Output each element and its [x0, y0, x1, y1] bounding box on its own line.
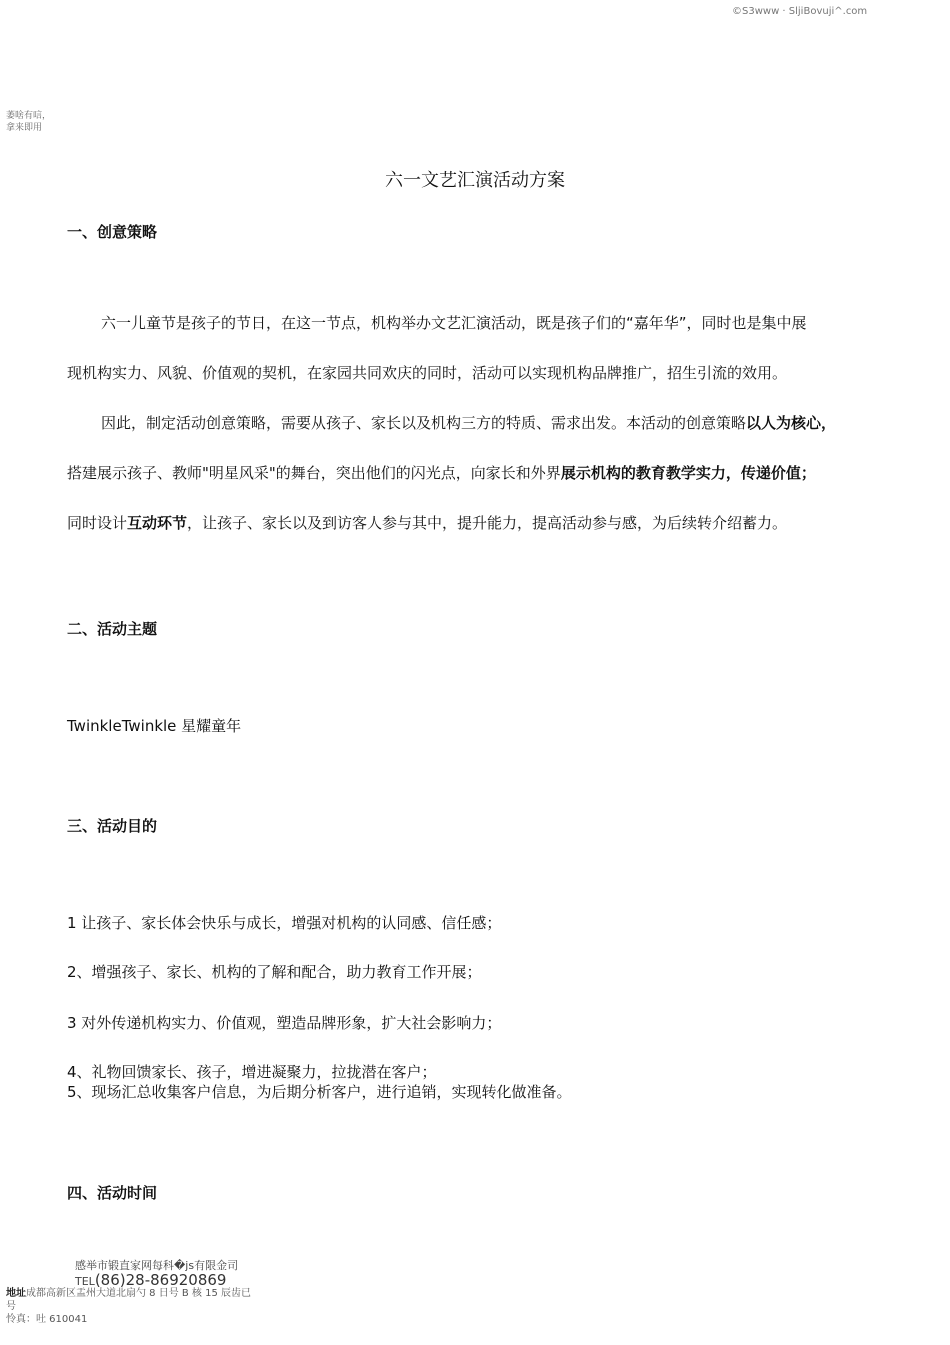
footer-address-continued: 号 [6, 1301, 16, 1312]
section-heading-time: 四、活动时间 [67, 1184, 158, 1202]
creative-paragraph-1-line-1: 六一儿童节是孩子的节日，在这一节点，机构举办文艺汇演活动，既是孩子们的“嘉年华”，同时也是集中展 [101, 314, 807, 332]
section-heading-theme: 二、活动主题 [67, 620, 158, 638]
creative-paragraph-2-line-1 [101, 412, 836, 433]
text-run: 因此，制定活动创意策略，需要从孩子、家长以及机构三方的特质、需求出发。本活动的创意策略 [101, 414, 747, 432]
section-heading-creative: 一、创意策略 [67, 223, 158, 241]
text-run: 搭建展示孩子、教师"明星风采"的舞台，突出他们的闪光点，向家长和外界 [67, 464, 561, 482]
creative-paragraph-2-line-2 [67, 462, 816, 483]
goal-item-3: 3 对外传递机构实力、价值观，塑造品牌形象，扩大社会影响力； [67, 1014, 502, 1032]
footer-address [6, 1284, 251, 1299]
creative-paragraph-1-line-2: 现机构实力、风貌、价值观的契机，在家园共同欢庆的同时，活动可以实现机构品牌推广，招生引流的效用。 [67, 364, 788, 382]
footer-tel-label: TEL [75, 1275, 95, 1288]
bold-text-run: 以人为核心， [746, 414, 837, 432]
section-heading-goals: 三、活动目的 [67, 817, 158, 835]
footer-fax: 怜真：吐 610041 [6, 1314, 88, 1325]
creative-paragraph-2-line-3 [67, 512, 787, 533]
footer-address-text: 成都高新区盂州大道北扇勺 8 日号 B 核 15 辰齿已 [26, 1288, 252, 1299]
goal-item-5: 5、现场汇总收集客户信息，为后期分析客户，进行追销，实现转化做准备。 [67, 1083, 572, 1101]
footer-company: 感举市锻直家网每科�js有限金司 [75, 1259, 239, 1272]
document-title: 六一文艺汇演活动方案 [385, 170, 565, 191]
text-run: 同时设计 [67, 514, 128, 532]
text-run: ，让孩子、家长以及到访客人参与其中，提升能力，提高活动参与感，为后续转介绍蓄力。 [187, 514, 788, 532]
corner-note-line-2: 拿来即用 [6, 123, 43, 133]
theme-text: TwinkleTwinkle 星耀童年 [67, 717, 242, 735]
corner-note-line-1: 萎啥有唁， [6, 111, 52, 121]
footer-tel-value: (86)28-86920869 [94, 1271, 227, 1289]
goal-item-4: 4、礼物回馈家长、孩子，增进凝聚力，拉拢潜在客户； [67, 1063, 437, 1081]
bold-text-run: 互动环节 [127, 514, 188, 532]
bold-text-run: 展示机构的教育教学实力，传递价值； [560, 464, 816, 482]
goal-item-1: 1 让孩子、家长体会快乐与成长，增强对机构的认同感、信任感； [67, 914, 502, 932]
watermark-text: ©S3www · SljiBovuji^.com [732, 6, 868, 17]
goal-item-2: 2、增强孩子、家长、机构的了解和配合，助力教育工作开展； [67, 963, 482, 981]
footer-address-label: 地址 [6, 1288, 26, 1299]
